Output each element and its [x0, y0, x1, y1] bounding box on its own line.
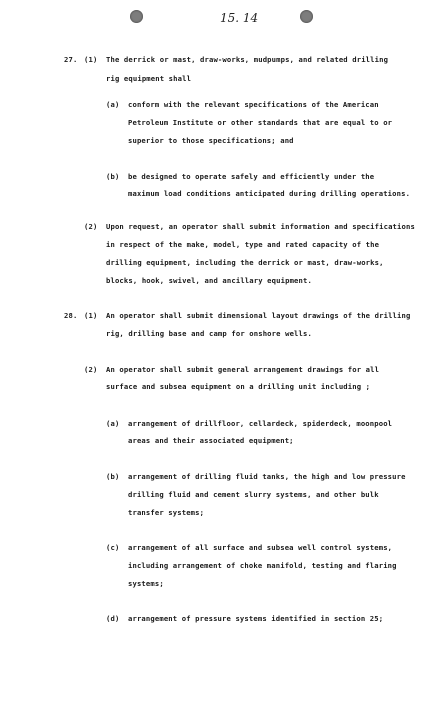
text-line: conform with the relevant specifications of the American	[128, 100, 379, 109]
text-line: An operator shall submit dimensional layout drawings of the drilling	[106, 311, 411, 320]
text-line: Petroleum Institute or other standards that are equal to or	[128, 118, 393, 127]
text-line: drilling equipment, including the derrick or mast, draw-works,	[106, 258, 384, 267]
paragraph-label: (b)	[106, 472, 120, 481]
text-line: arrangement of drilling fluid tanks, the high and low pressure	[128, 472, 406, 481]
paragraph-label: (c)	[106, 543, 120, 552]
text-line: be designed to operate safely and efficiently under the	[128, 172, 375, 181]
section-number: 28.	[64, 311, 78, 320]
text-line: maximum load conditions anticipated during drilling operations.	[128, 189, 411, 198]
text-line: in respect of the make, model, type and rated capacity of the	[106, 240, 380, 249]
page-number: 15. 14	[220, 11, 259, 25]
text-line: The derrick or mast, draw-works, mudpumps, and related drilling	[106, 55, 389, 64]
subsection-label: (2)	[84, 365, 98, 374]
punch-hole-right	[300, 10, 313, 23]
section-number: 27.	[64, 55, 78, 64]
text-line: systems;	[128, 579, 164, 588]
text-line: transfer systems;	[128, 508, 205, 517]
text-line: Upon request, an operator shall submit information and specifications	[106, 222, 415, 231]
text-line: surface and subsea equipment on a drilling unit including ;	[106, 382, 371, 391]
punch-hole-left	[130, 10, 143, 23]
subsection-label: (2)	[84, 222, 98, 231]
text-line: An operator shall submit general arrangement drawings for all	[106, 365, 380, 374]
text-line: arrangement of drillfloor, cellardeck, spiderdeck, moonpool	[128, 419, 393, 428]
text-line: arrangement of all surface and subsea well control systems,	[128, 543, 393, 552]
paragraph-label: (b)	[106, 172, 120, 181]
paragraph-label: (a)	[106, 100, 120, 109]
text-line: arrangement of pressure systems identified in section 25;	[128, 614, 384, 623]
text-line: areas and their associated equipment;	[128, 436, 294, 445]
text-line: blocks, hook, swivel, and ancillary equipment.	[106, 276, 312, 285]
text-line: rig, drilling base and camp for onshore wells.	[106, 329, 312, 338]
paragraph-label: (d)	[106, 614, 120, 623]
text-line: superior to those specifications; and	[128, 136, 294, 145]
text-line: rig equipment shall	[106, 74, 192, 83]
text-line: including arrangement of choke manifold, testing and flaring	[128, 561, 397, 570]
subsection-label: (1)	[84, 55, 98, 64]
paragraph-label: (a)	[106, 419, 120, 428]
subsection-label: (1)	[84, 311, 98, 320]
text-line: drilling fluid and cement slurry systems, and other bulk	[128, 490, 379, 499]
